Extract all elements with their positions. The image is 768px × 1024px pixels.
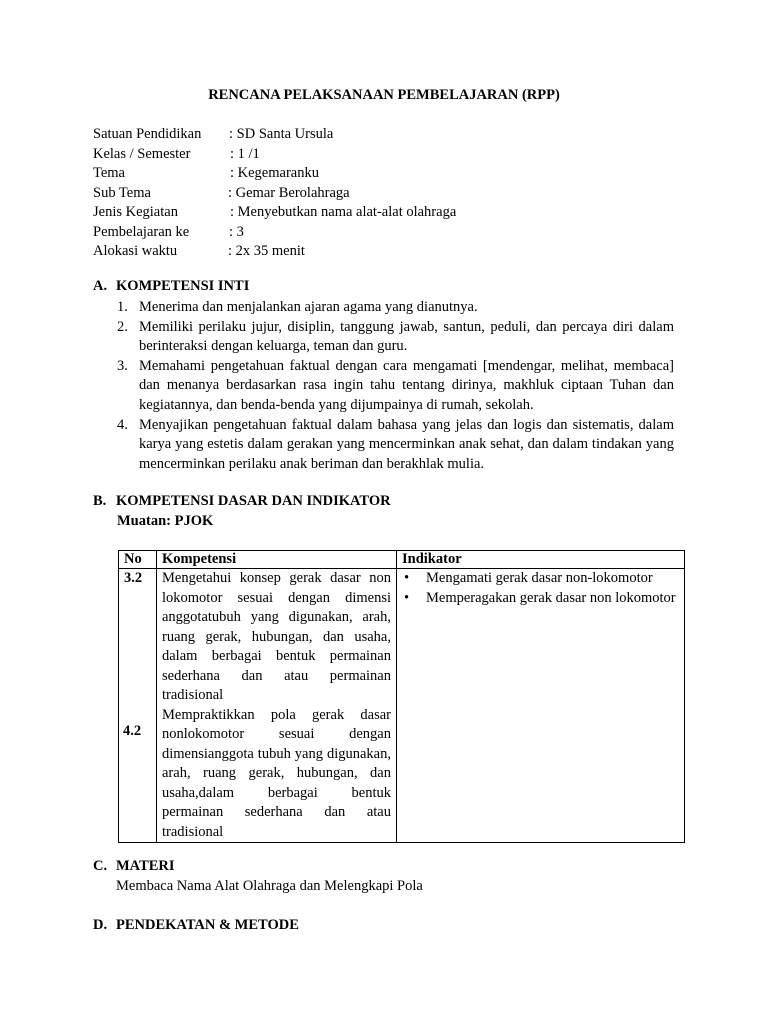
info-value: : 3 bbox=[229, 223, 244, 240]
table-header: No bbox=[119, 551, 157, 569]
table-header-row bbox=[119, 551, 685, 569]
info-label: Pembelajaran ke bbox=[93, 223, 190, 240]
list-number: 2. bbox=[117, 318, 128, 335]
section-title: KOMPETENSI INTI bbox=[116, 278, 250, 294]
list-text: Menyajikan pengetahuan faktual dalam bahasa yang jelas dan logis dan sistematis, dalam karya yang estetis dalam gerakan yang mencerminkan anak sehat, dan dalam tindakan yang mencerminkan perilaku anak beriman dan berakhlak mulia. bbox=[139, 416, 674, 472]
section-title: KOMPETENSI DASAR DAN INDIKATOR bbox=[116, 493, 391, 509]
info-label: Alokasi waktu bbox=[93, 243, 178, 259]
info-value: : 2x 35 menit bbox=[228, 243, 305, 259]
list-text: Memiliki perilaku jujur, disiplin, tanggung jawab, santun, peduli, dan percaya diri dalam berinteraksi dengan keluarga, teman dan guru. bbox=[139, 318, 674, 355]
table-header: Indikator bbox=[397, 551, 685, 569]
table-cell-kompetensi bbox=[157, 569, 397, 843]
kompetensi-inti-list bbox=[117, 298, 674, 474]
kompetensi-text: Mempraktikkan pola gerak dasar nonlokomotor sesuai dengan dimensianggota tubuh yang digunakan, arah, ruang gerak, hubungan, dan usaha,dalam berbagai bentuk permainan sederhana dan atau tradisional bbox=[162, 706, 391, 840]
indikator-text: Memperagakan gerak dasar non lokomotor bbox=[426, 589, 676, 606]
info-value: : Gemar Berolahraga bbox=[228, 184, 350, 201]
info-label: Satuan Pendidikan bbox=[93, 126, 202, 142]
indikator-text: Mengamati gerak dasar non-lokomotor bbox=[426, 570, 653, 586]
indikator-item bbox=[402, 569, 679, 589]
list-item bbox=[117, 318, 674, 357]
section-b-heading bbox=[93, 493, 391, 510]
section-letter: B. bbox=[93, 493, 107, 509]
document-title: RENCANA PELAKSANAAN PEMBELAJARAN (RPP) bbox=[208, 87, 560, 103]
list-number: 4. bbox=[117, 416, 128, 433]
section-title: PENDEKATAN & METODE bbox=[116, 917, 299, 933]
list-text: Menerima dan menjalankan ajaran agama yang dianutnya. bbox=[139, 299, 478, 315]
info-label: Sub Tema bbox=[93, 184, 151, 201]
kd-number: 3.2 bbox=[124, 570, 143, 586]
section-a-heading bbox=[93, 278, 249, 295]
table-cell-indikator bbox=[397, 569, 685, 843]
section-d-heading bbox=[93, 917, 299, 934]
info-label: Kelas / Semester bbox=[93, 145, 191, 162]
materi-text: Membaca Nama Alat Olahraga dan Melengkapi Pola bbox=[116, 878, 423, 894]
section-letter: A. bbox=[93, 278, 108, 294]
table-cell-no bbox=[119, 569, 157, 843]
list-item bbox=[117, 357, 674, 416]
list-text: Memahami pengetahuan faktual dengan cara mengamati [mendengar, melihat, membaca] dan menanya berdasarkan rasa ingin tahu tentang dirinya, makhluk ciptaan Tuhan dan kegiatannya, dan benda-benda yang dijumpainya di rumah, sekolah. bbox=[139, 357, 674, 413]
table-row bbox=[119, 569, 685, 843]
list-item bbox=[117, 416, 674, 475]
kompetensi-table bbox=[118, 550, 685, 843]
section-letter: D. bbox=[93, 917, 108, 933]
info-value: : 1 /1 bbox=[230, 145, 260, 162]
list-item bbox=[117, 298, 674, 318]
info-label: Tema bbox=[93, 165, 125, 181]
info-label: Jenis Kegiatan bbox=[93, 204, 178, 220]
section-title: MATERI bbox=[116, 858, 175, 874]
info-value: : SD Santa Ursula bbox=[229, 126, 334, 142]
section-letter: C. bbox=[93, 858, 108, 874]
kompetensi-text: Mengetahui konsep gerak dasar non lokomotor sesuai dengan dimensi anggotatubuh yang digunakan, arah, ruang gerak, hubungan, dan usaha, dalam berbagai bentuk permainan sederhana dan atau permainan tradisional bbox=[162, 570, 391, 703]
section-c-heading bbox=[93, 858, 175, 875]
list-number: 1. bbox=[117, 299, 128, 315]
bullet-icon: • bbox=[404, 570, 410, 586]
indikator-item bbox=[402, 589, 679, 609]
kd-number: 4.2 bbox=[123, 723, 142, 739]
info-value: : Kegemaranku bbox=[230, 165, 319, 181]
muatan-label: Muatan: PJOK bbox=[117, 513, 214, 529]
table-header: Kompetensi bbox=[157, 551, 397, 569]
info-value: : Menyebutkan nama alat-alat olahraga bbox=[230, 204, 457, 220]
list-number: 3. bbox=[117, 357, 128, 374]
bullet-icon: • bbox=[404, 589, 410, 606]
